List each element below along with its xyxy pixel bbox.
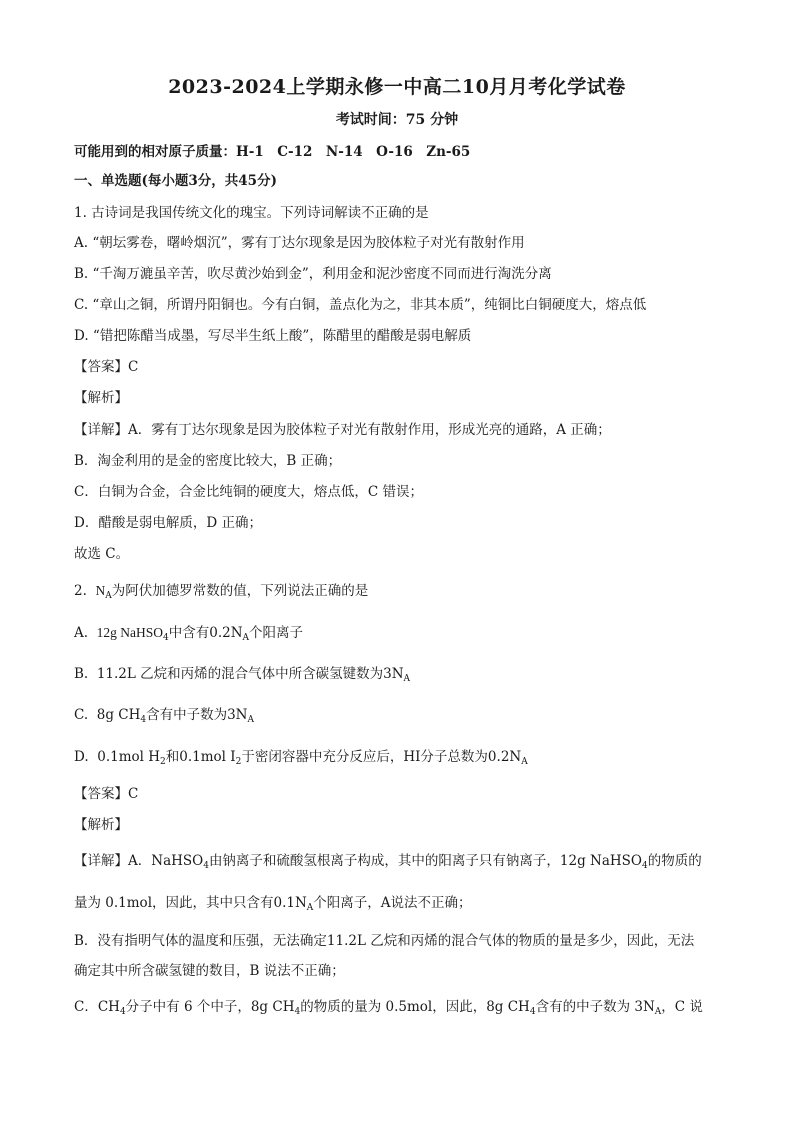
q2-detail-b-line2: 确定其中所含碳氢键的数目，B 说法不正确； bbox=[74, 963, 345, 979]
q2-option-a: A. 12g NaHSO$_4$中含有$0.2N_A$个阳离子 bbox=[74, 625, 304, 643]
q1-detail-a: 【详解】A．雾有丁达尔现象是因为胶体粒子对光有散射作用，形成光亮的通路，A 正确； bbox=[74, 422, 611, 438]
q2-answer: 【答案】C bbox=[74, 786, 139, 802]
q1-option-d: D. “错把陈醋当成墨，写尽半生纸上酸”，陈醋里的醋酸是弱电解质 bbox=[74, 328, 472, 344]
exam-title: 2023-2024上学期永修一中高二10月月考化学试卷 bbox=[168, 76, 626, 98]
q2-detail-a-line1: 【详解】A．NaHSO$_4$由钠离子和硫酸氢根离子构成，其中的阳离子只有钠离子，12g NaHSO$_4$的物质的 bbox=[74, 853, 702, 871]
q2-option-c: C. 8g $CH_4$含有中子数为$3N_A$ bbox=[74, 707, 254, 725]
q1-detail-c: C．白铜为合金，合金比纯铜的硬度大，熔点低，C 错误； bbox=[74, 484, 423, 500]
q2-detail-c-line1: C．$CH_4$分子中有 6 个中子，8g $CH_4$的物质的量为 0.5mol，因此，8g $CH_4$含有的中子数为 $3N_A$，C 说 bbox=[74, 999, 703, 1017]
q2-detail-a-line2: 量为 0.1mol，因此，其中只含有$0.1N_A$个阳离子，A说法不正确； bbox=[74, 895, 472, 913]
q2-analysis-label: 【解析】 bbox=[74, 817, 128, 833]
q1-answer: 【答案】C bbox=[74, 359, 139, 375]
section-heading: 一、单选题(每小题3分，共45分) bbox=[74, 173, 277, 189]
q1-conclusion: 故选 C。 bbox=[74, 546, 130, 562]
q1-analysis-label: 【解析】 bbox=[74, 390, 128, 406]
exam-time: 考试时间：75 分钟 bbox=[335, 112, 459, 128]
q1-option-a: A. “朝坛雾卷，曙岭烟沉”，雾有丁达尔现象是因为胶体粒子对光有散射作用 bbox=[74, 235, 525, 251]
atomic-masses: 可能用到的相对原子质量：H-1 C-12 N-14 O-16 Zn-65 bbox=[74, 144, 471, 160]
q1-option-c: C. “章山之铜，所谓丹阳铜也。今有白铜，盖点化为之，非其本质”，纯铜比白铜硬度大，熔点低 bbox=[74, 297, 647, 313]
q2-option-b: B. 11.2L 乙烷和丙烯的混合气体中所含碳氢键数为$3N_A$ bbox=[74, 666, 411, 684]
q1-detail-b: B．淘金利用的是金的密度比较大，B 正确； bbox=[74, 453, 342, 469]
q2-stem: 2. $N_A$为阿伏加德罗常数的值，下列说法正确的是 bbox=[74, 583, 369, 601]
q2-option-d: D. 0.1mol $H_2$和0.1mol $I_2$于密闭容器中充分反应后，HI分子总数为$0.2N_A$ bbox=[74, 749, 528, 767]
q1-option-b: B. “千淘万漉虽辛苦，吹尽黄沙始到金”，利用金和泥沙密度不同而进行淘洗分离 bbox=[74, 266, 552, 282]
q1-detail-d: D．醋酸是弱电解质，D 正确； bbox=[74, 515, 262, 531]
q2-detail-b-line1: B．没有指明气体的温度和压强，无法确定11.2L 乙烷和丙烯的混合气体的物质的量是多少，因此，无法 bbox=[74, 933, 695, 949]
q1-stem: 1. 古诗词是我国传统文化的瑰宝。下列诗词解读不正确的是 bbox=[74, 205, 429, 221]
